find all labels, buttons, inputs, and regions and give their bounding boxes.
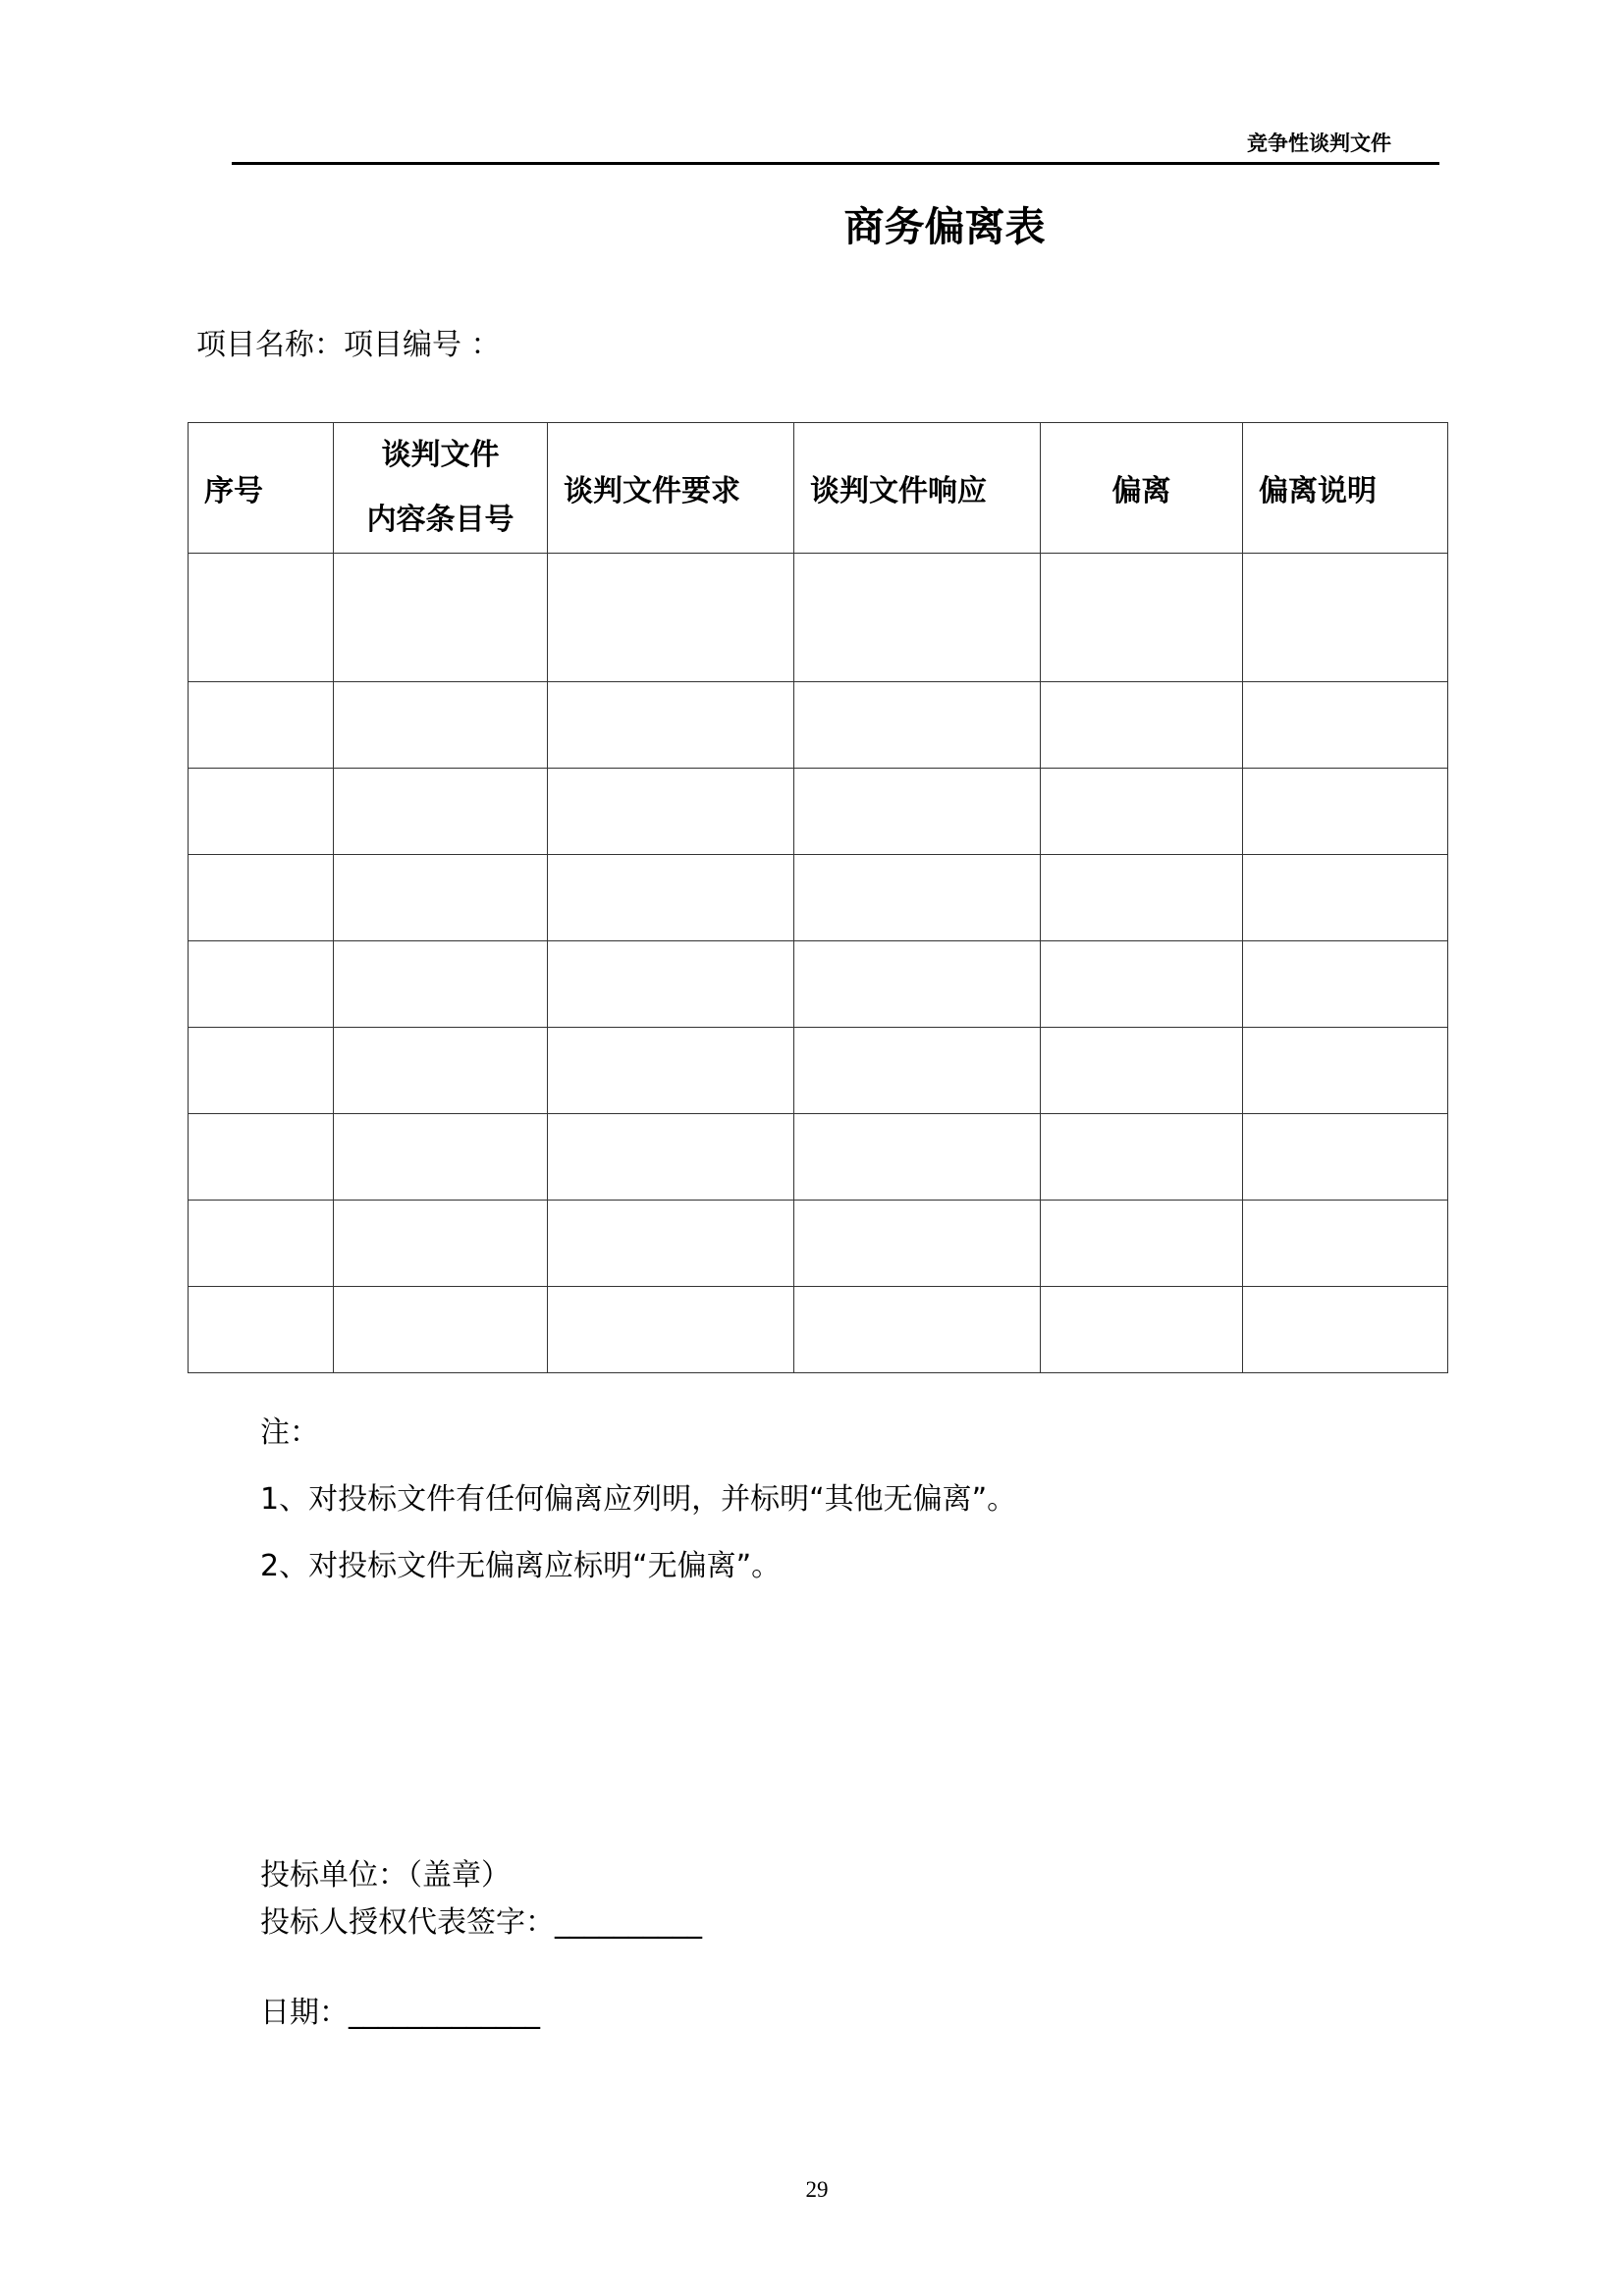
table-cell[interactable] bbox=[189, 941, 334, 1028]
table-cell[interactable] bbox=[1041, 941, 1243, 1028]
header-cell-index: 序号 bbox=[189, 423, 334, 554]
table-cell[interactable] bbox=[1243, 941, 1448, 1028]
bidder-stamp-line: 投标单位：（盖章） bbox=[260, 1858, 511, 1893]
table-cell[interactable] bbox=[1243, 769, 1448, 855]
table-cell[interactable] bbox=[189, 769, 334, 855]
document-type-header: 竞争性谈判文件 bbox=[1247, 132, 1391, 155]
table-row bbox=[189, 855, 1448, 941]
table-row bbox=[189, 1287, 1448, 1373]
table-cell[interactable] bbox=[1243, 1114, 1448, 1201]
table-cell[interactable] bbox=[334, 855, 548, 941]
table-cell[interactable] bbox=[334, 554, 548, 682]
table-row bbox=[189, 769, 1448, 855]
table-cell[interactable] bbox=[189, 1028, 334, 1114]
table-row bbox=[189, 941, 1448, 1028]
representative-signature-line[interactable]: 投标人授权代表签字：__________ bbox=[260, 1905, 702, 1940]
header-cell-deviation-note: 偏离说明 bbox=[1243, 423, 1448, 554]
table-row bbox=[189, 1114, 1448, 1201]
table-cell[interactable] bbox=[1243, 1201, 1448, 1287]
table-cell[interactable] bbox=[1041, 1114, 1243, 1201]
table-cell[interactable] bbox=[189, 554, 334, 682]
notes-section bbox=[260, 1415, 1017, 1619]
table-cell[interactable] bbox=[548, 855, 794, 941]
table-cell[interactable] bbox=[189, 1287, 334, 1373]
table-cell[interactable] bbox=[794, 1028, 1041, 1114]
table-cell[interactable] bbox=[189, 1114, 334, 1201]
table-cell[interactable] bbox=[548, 554, 794, 682]
note-item: 2、对投标文件无偏离应标明“无偏离”。 bbox=[260, 1549, 782, 1583]
table-cell[interactable] bbox=[334, 1287, 548, 1373]
table-row bbox=[189, 1028, 1448, 1114]
signature-section bbox=[260, 1850, 702, 2035]
table-row bbox=[189, 554, 1448, 682]
table-cell[interactable] bbox=[334, 1114, 548, 1201]
table-cell[interactable] bbox=[794, 1201, 1041, 1287]
table-cell[interactable] bbox=[548, 1201, 794, 1287]
table-cell[interactable] bbox=[794, 1287, 1041, 1373]
table-row bbox=[189, 682, 1448, 769]
table-cell[interactable] bbox=[189, 1201, 334, 1287]
project-info-line: 项目名称：项目编号 ： bbox=[196, 328, 501, 362]
page-title: 商务偏离表 bbox=[843, 203, 1046, 250]
table-cell[interactable] bbox=[189, 855, 334, 941]
table-cell[interactable] bbox=[794, 941, 1041, 1028]
header-cell-deviation: 偏离 bbox=[1041, 423, 1243, 554]
table-cell[interactable] bbox=[794, 1114, 1041, 1201]
table-row bbox=[189, 1201, 1448, 1287]
header-clause-line: 谈判文件 内容条目号 bbox=[366, 438, 514, 537]
table-cell[interactable] bbox=[548, 769, 794, 855]
header-cell-requirement: 谈判文件要求 bbox=[548, 423, 794, 554]
header-cell-clause bbox=[334, 423, 548, 554]
table-cell[interactable] bbox=[794, 769, 1041, 855]
table-cell[interactable] bbox=[1243, 1287, 1448, 1373]
table-cell[interactable] bbox=[1041, 682, 1243, 769]
table-cell[interactable] bbox=[1041, 554, 1243, 682]
page-number: 29 bbox=[805, 2177, 829, 2202]
table-cell[interactable] bbox=[1243, 1028, 1448, 1114]
table-cell[interactable] bbox=[548, 1114, 794, 1201]
table-cell[interactable] bbox=[1041, 1201, 1243, 1287]
table-cell[interactable] bbox=[1041, 769, 1243, 855]
table-header-row bbox=[189, 423, 1448, 554]
table-cell[interactable] bbox=[794, 855, 1041, 941]
header-cell-response: 谈判文件响应 bbox=[794, 423, 1041, 554]
table-cell[interactable] bbox=[548, 1028, 794, 1114]
table-cell[interactable] bbox=[334, 1201, 548, 1287]
table-cell[interactable] bbox=[548, 1287, 794, 1373]
table-cell[interactable] bbox=[548, 941, 794, 1028]
table-cell[interactable] bbox=[794, 554, 1041, 682]
table-cell[interactable] bbox=[1243, 554, 1448, 682]
commercial-deviation-table bbox=[188, 422, 1448, 1373]
header-divider bbox=[232, 162, 1439, 165]
notes-label: 注： bbox=[260, 1415, 319, 1450]
table-cell[interactable] bbox=[334, 941, 548, 1028]
table-cell[interactable] bbox=[334, 682, 548, 769]
table-cell[interactable] bbox=[1041, 1287, 1243, 1373]
table-cell[interactable] bbox=[794, 682, 1041, 769]
table-cell[interactable] bbox=[1243, 682, 1448, 769]
table-cell[interactable] bbox=[334, 769, 548, 855]
table-cell[interactable] bbox=[1041, 1028, 1243, 1114]
table-cell[interactable] bbox=[548, 682, 794, 769]
table-cell[interactable] bbox=[334, 1028, 548, 1114]
table-cell[interactable] bbox=[1243, 855, 1448, 941]
date-line[interactable]: 日期：_____________ bbox=[260, 1996, 540, 2030]
note-item: 1、对投标文件有任何偏离应列明，并标明“其他无偏离”。 bbox=[260, 1482, 1017, 1517]
table-cell[interactable] bbox=[189, 682, 334, 769]
table-cell[interactable] bbox=[1041, 855, 1243, 941]
